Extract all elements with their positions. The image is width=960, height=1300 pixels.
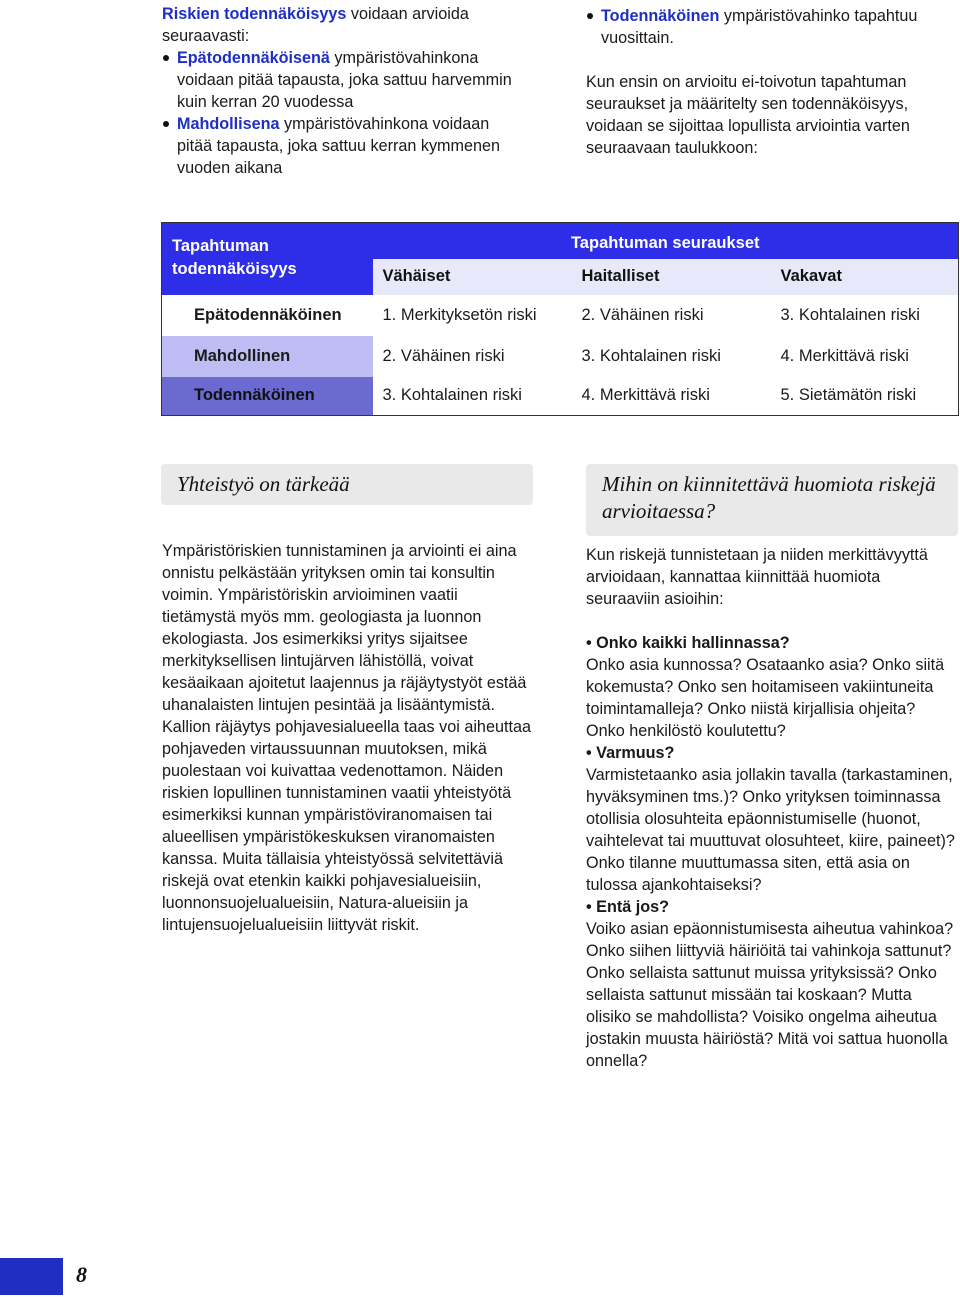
column-header-harmful: Haitalliset [572, 259, 771, 295]
table-intro-paragraph: Kun ensin on arvioitu ei-toivotun tapahtuman seuraukset ja määritelty sen todennäköisyys, voidaan se sijoittaa lopullista arviointia varten seuraavaan taulukkoon: [586, 73, 910, 157]
question-body: Onko asia kunnossa? Osataanko asia? Onko siitä kokemusta? Onko sen hoitamiseen vakiintuneita toimintamalleja? Onko niistä kirjallisia ohjeita? Onko henkilöstö koulutettu? [586, 656, 945, 740]
table-row [162, 377, 959, 416]
row-label-possible: Mahdollinen [162, 336, 373, 377]
question-title: • Entä jos? [586, 898, 670, 916]
probability-intro [162, 3, 542, 47]
probability-list [162, 47, 542, 179]
table-cell: 1. Merkityksetön riski [373, 295, 572, 336]
question-title: • Varmuus? [586, 744, 675, 762]
column-header-severe: Vakavat [771, 259, 959, 295]
column-header-minor: Vähäiset [373, 259, 572, 295]
risk-matrix-table [161, 222, 959, 416]
page-number-bar [0, 1258, 63, 1295]
question-block [586, 632, 958, 742]
row-label-unlikely: Epätodennäköinen [162, 295, 373, 336]
list-item [162, 113, 507, 179]
list-item-text: ympäristövahinko tapahtuu vuosittain. [601, 7, 918, 47]
table-cell: 4. Merkittävä riski [572, 377, 771, 416]
table-cell: 3. Kohtalainen riski [572, 336, 771, 377]
question-block [586, 896, 958, 1072]
list-item-term: Todennäköinen [601, 7, 720, 25]
question-block [586, 742, 958, 896]
question-body: Voiko asian epäonnistumisesta aiheutua vahinkoa? Onko siihen liittyviä häiriöitä tai vahinkoja sattunut? Onko sellaista sattunut muissa yrityksissä? Onko sellaista sattunut missään tai koskaan? Mutta olisiko se mahdollista? Voisiko ongelma aiheutua jostakin muusta häiriöstä? Mitä voi sattua huonolla onnella? [586, 920, 954, 1070]
attention-content [586, 544, 958, 1072]
probability-right-block [586, 5, 958, 159]
cooperation-body: Ympäristöriskien tunnistaminen ja arviointi ei aina onnistu pelkästään yrityksen omin tai konsultin voimin. Ympäristöriskin arvioiminen vaatii tietämystä myös mm. geologiasta ja luonnon ekologiasta. Jos esimerkiksi yritys sijaitsee merkityksellisen lintujärven lähistöllä, voivat kesäaikaan ajoitetut laajennus ja räjäytystyöt estää uhanalaisten lintujen pesintää ja lisääntymistä. Kallion räjäytys pohjavesialueella taas voi aiheuttaa pohjaveden virtaussuunnan muutoksen, mikä puolestaan voi kuivattaa vedenottamon. Näiden riskien lopullinen tunnistaminen vaatii yhteistyötä esimerkiksi kunnan ympäristöviranomaisen tai alueellisen ympäristökeskuksen viranomaisten kanssa. Muita tällaisia yhteistyössä selvitettäviä riskejä ovat etenkin kaikki pohjavesialueisiin, luonnonsuojelualueisiin, Natura-alueisiin ja lintujensuojelualueisiin liittyvät riskit. [162, 542, 531, 934]
list-item-text: ympäristövahinkona voidaan pitää tapausta, joka sattuu harvemmin kuin kerran 20 vuodessa [177, 49, 512, 111]
table-cell: 4. Merkittävä riski [771, 336, 959, 377]
list-item [586, 5, 931, 49]
probability-intro-block [162, 3, 542, 179]
table-row [162, 295, 959, 336]
list-item-text: ympäristövahinkona voidaan pitää tapausta, joka sattuu kerran kymmenen vuoden aikana [177, 115, 501, 177]
question-title: • Onko kaikki hallinnassa? [586, 634, 790, 652]
corner-header-text: Tapahtuman todennäköisyys [172, 237, 297, 278]
cooperation-heading: Yhteistyö on tärkeää [161, 464, 533, 505]
table-cell: 3. Kohtalainen riski [771, 295, 959, 336]
table-cell: 3. Kohtalainen riski [373, 377, 572, 416]
group-header: Tapahtuman seuraukset [373, 223, 959, 259]
table-row [162, 336, 959, 377]
probability-list-continued [586, 5, 958, 49]
table-cell: 2. Vähäinen riski [572, 295, 771, 336]
page-number: 8 [76, 1262, 87, 1287]
table-cell: 5. Sietämätön riski [771, 377, 959, 416]
attention-heading: Mihin on kiinnitettävä huomiota riskejä arvioitaessa? [586, 464, 958, 536]
list-item-term: Epätodennäköisenä [177, 49, 330, 67]
question-body: Varmistetaanko asia jollakin tavalla (tarkastaminen, hyväksyminen tms.)? Onko yrityksen toiminnassa otollisia olosuhteita epäonnistumiselle (huonot, vaihtelevat tai muuttuvat olosuhteet, kiire, paineet)? Onko tilanne muuttumassa siten, että asia on tulossa ajankohtaiseksi? [586, 766, 955, 894]
table-cell: 2. Vähäinen riski [373, 336, 572, 377]
intro-rest: voidaan arvioida seuraavasti: [162, 5, 469, 45]
attention-intro: Kun riskejä tunnistetaan ja niiden merkittävyyttä arvioidaan, kannattaa kiinnittää huomiota seuraaviin asioihin: [586, 546, 928, 608]
list-item [162, 47, 532, 113]
row-label-likely: Todennäköinen [162, 377, 373, 416]
corner-header [162, 223, 373, 295]
intro-term: Riskien todennäköisyys [162, 5, 347, 23]
list-item-term: Mahdollisena [177, 115, 280, 133]
